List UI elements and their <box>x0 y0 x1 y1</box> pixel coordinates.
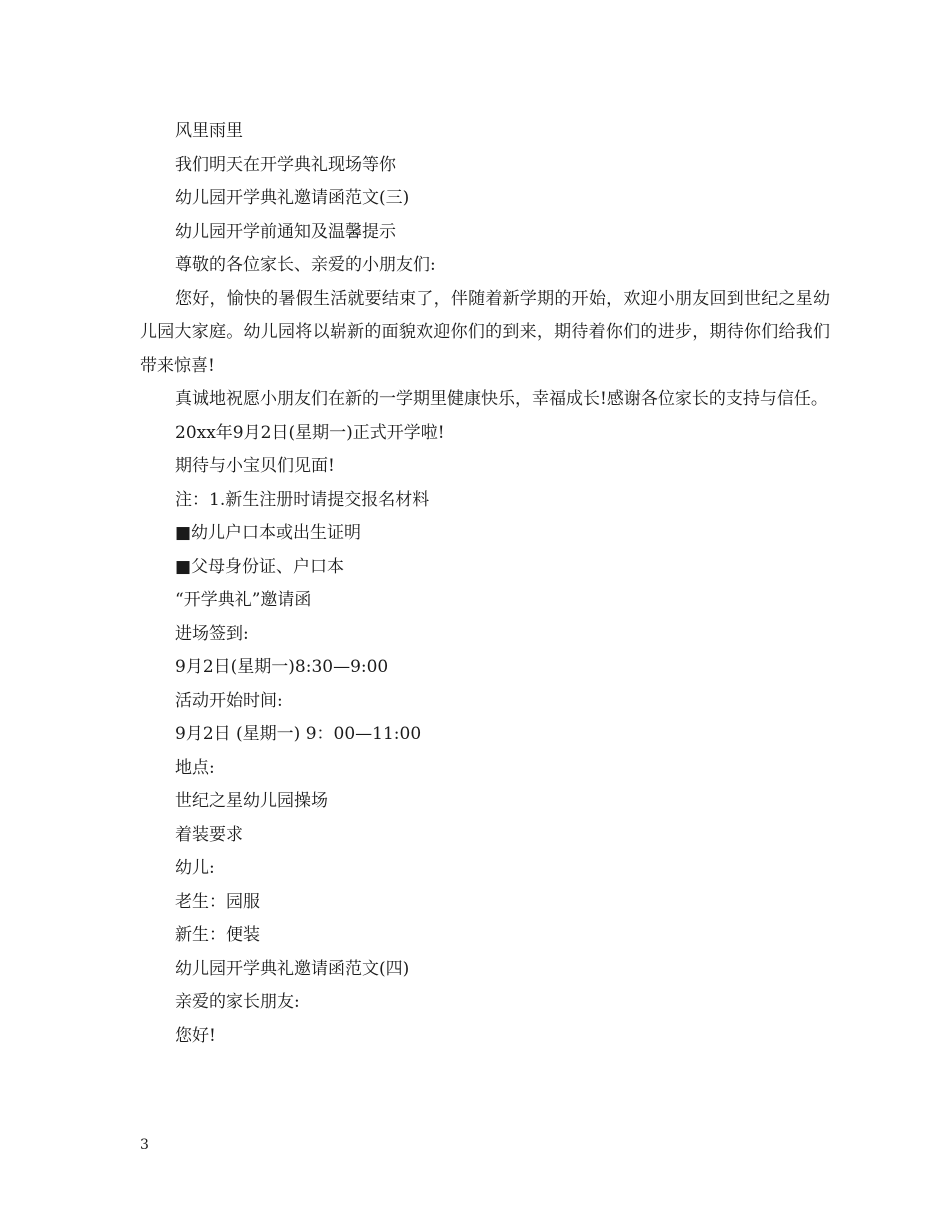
page-number: 3 <box>140 1137 149 1153</box>
salutation: 尊敬的各位家长、亲爱的小朋友们: <box>175 255 436 275</box>
invitation-title: “开学典礼”邀请函 <box>175 590 312 610</box>
label: 着装要求 <box>175 824 243 845</box>
paragraph: 风里雨里 <box>175 121 243 141</box>
notice-title: 幼儿园开学前通知及温馨提示 <box>175 221 396 242</box>
value: 新生：便装 <box>175 925 260 945</box>
label: 地点: <box>175 757 215 778</box>
salutation: 亲爱的家长朋友: <box>175 992 300 1012</box>
list-item: ■父母身份证、户口本 <box>175 556 345 577</box>
value: 世纪之星幼儿园操场 <box>175 791 328 811</box>
label: 进场签到: <box>175 623 249 644</box>
paragraph: 我们明天在开学典礼现场等你 <box>175 154 396 175</box>
paragraph: 真诚地祝愿小朋友们在新的一学期里健康快乐，幸福成长!感谢各位家长的支持与信任。 <box>175 389 828 409</box>
value: 9月2日(星期一)8:30—9:00 <box>175 657 389 677</box>
list-item: ■幼儿户口本或出生证明 <box>175 523 362 543</box>
section-heading: 幼儿园开学典礼邀请函范文(三) <box>175 188 410 208</box>
value: 9月2日 (星期一) 9：00—11:00 <box>175 724 422 744</box>
document-body <box>140 115 830 1053</box>
section-heading: 幼儿园开学典礼邀请函范文(四) <box>175 958 410 979</box>
paragraph: 20xx年9月2日(星期一)正式开学啦! <box>175 422 445 443</box>
label: 幼儿: <box>175 858 215 878</box>
note: 注：1.新生注册时请提交报名材料 <box>175 489 430 510</box>
paragraph: 期待与小宝贝们见面! <box>175 456 335 476</box>
label: 活动开始时间: <box>175 690 283 711</box>
paragraph: 您好! <box>175 1025 216 1046</box>
paragraph: 您好，愉快的暑假生活就要结束了，伴随着新学期的开始，欢迎小朋友回到世纪之星幼儿园大家庭。幼儿园将以崭新的面貌欢迎你们的到来，期待着你们的进步，期待你们给我们带来惊喜! <box>140 288 830 376</box>
value: 老生：园服 <box>175 891 260 912</box>
